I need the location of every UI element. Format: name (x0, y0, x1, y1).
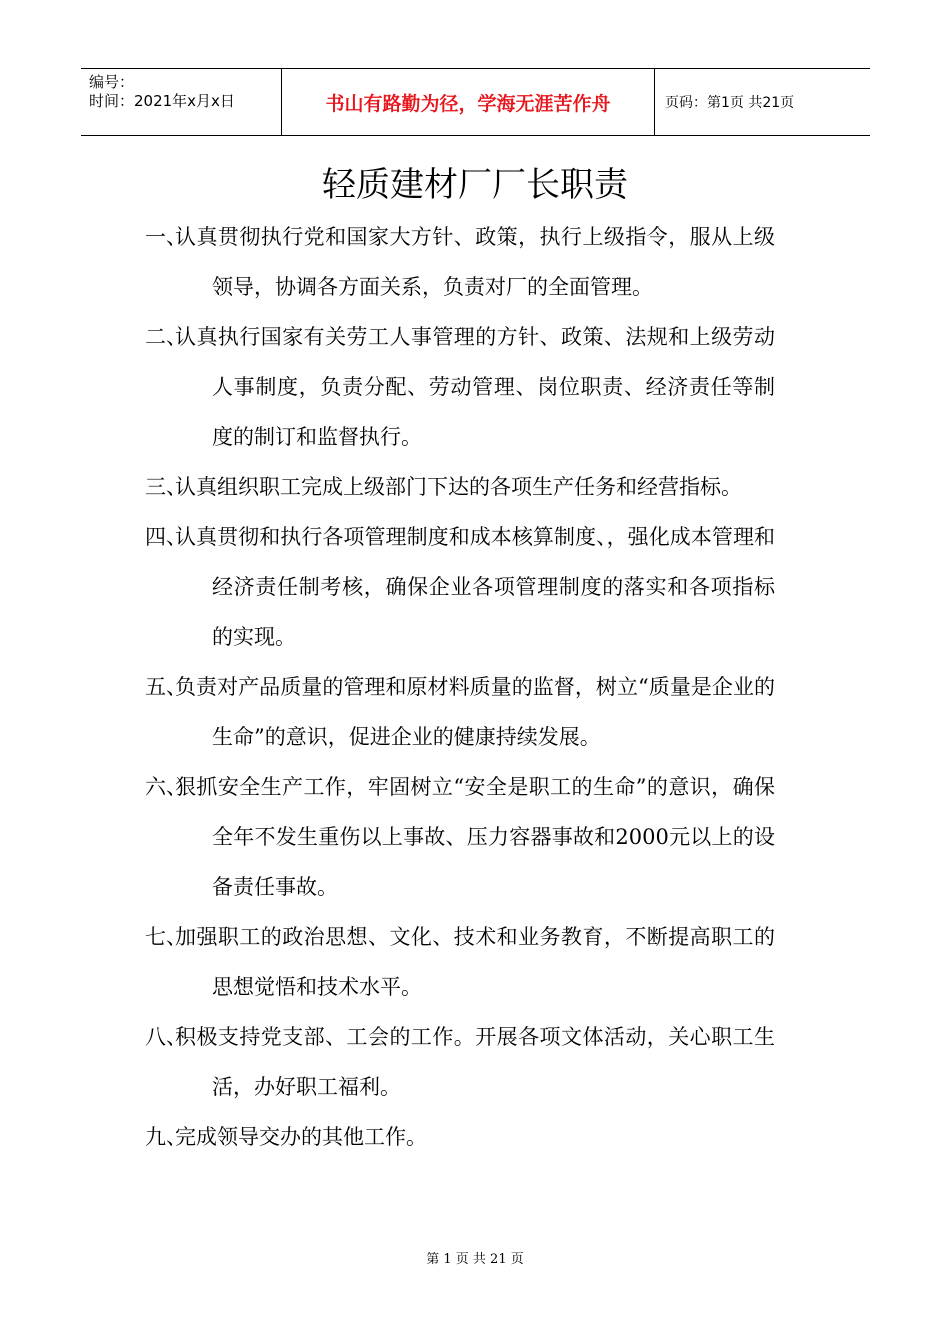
motto-cell (282, 69, 655, 135)
document-title: 轻质建材厂厂长职责 (322, 165, 628, 205)
list-item (145, 212, 825, 312)
header-meta-cell (81, 69, 282, 135)
item-text: 认真贯彻执行党和国家大方针、政策，执行上级指令，服从上级领导，协调各方面关系，负责对厂的全面管理。 (175, 225, 775, 299)
list-item (145, 912, 825, 1012)
item-text: 认真贯彻和执行各项管理制度和成本核算制度、，强化成本管理和经济责任制考核，确保企业各项管理制度的落实和各项指标的实现。 (175, 525, 775, 649)
code-label: 编号： (89, 73, 135, 91)
document-body (145, 212, 825, 1162)
item-text: 认真组织职工完成上级部门下达的各项生产任务和经营指标。 (175, 475, 742, 499)
item-text: 狠抓安全生产工作，牢固树立“安全是职工的生命”的意识，确保全年不发生重伤以上事故、压力容器事故和2000元以上的设备责任事故。 (175, 775, 775, 899)
item-number: 九、 (145, 1125, 187, 1149)
item-number: 六、 (145, 775, 187, 799)
item-number: 四、 (145, 525, 187, 549)
list-item (145, 312, 825, 462)
list-item (145, 1112, 825, 1162)
page-footer: 第 1 页 共 21 页 (426, 1252, 524, 1267)
page-info-text: 页码：第1页 共21页 (665, 95, 795, 111)
item-number: 一、 (145, 225, 187, 249)
item-number: 三、 (145, 475, 187, 499)
list-item (145, 1012, 825, 1112)
item-number: 七、 (145, 925, 187, 949)
motto-text: 书山有路勤为径，学海无涯苦作舟 (325, 92, 611, 115)
item-number: 八、 (145, 1025, 187, 1049)
item-text: 完成领导交办的其他工作。 (175, 1125, 427, 1149)
item-text: 积极支持党支部、工会的工作。开展各项文体活动，关心职工生活，办好职工福利。 (175, 1025, 775, 1099)
time-label: 时间：2021年x月x日 (89, 92, 235, 110)
item-number: 二、 (145, 325, 187, 349)
item-number: 五、 (145, 675, 187, 699)
list-item (145, 512, 825, 662)
item-text: 认真执行国家有关劳工人事管理的方针、政策、法规和上级劳动人事制度，负责分配、劳动管理、岗位职责、经济责任等制度的制订和监督执行。 (175, 325, 775, 449)
item-text: 负责对产品质量的管理和原材料质量的监督，树立“质量是企业的生命”的意识，促进企业的健康持续发展。 (175, 675, 775, 749)
list-item (145, 662, 825, 762)
list-item (145, 462, 825, 512)
item-text: 加强职工的政治思想、文化、技术和业务教育，不断提高职工的思想觉悟和技术水平。 (175, 925, 775, 999)
list-item (145, 762, 825, 912)
header-table (81, 68, 870, 136)
page-info-cell (655, 69, 870, 135)
